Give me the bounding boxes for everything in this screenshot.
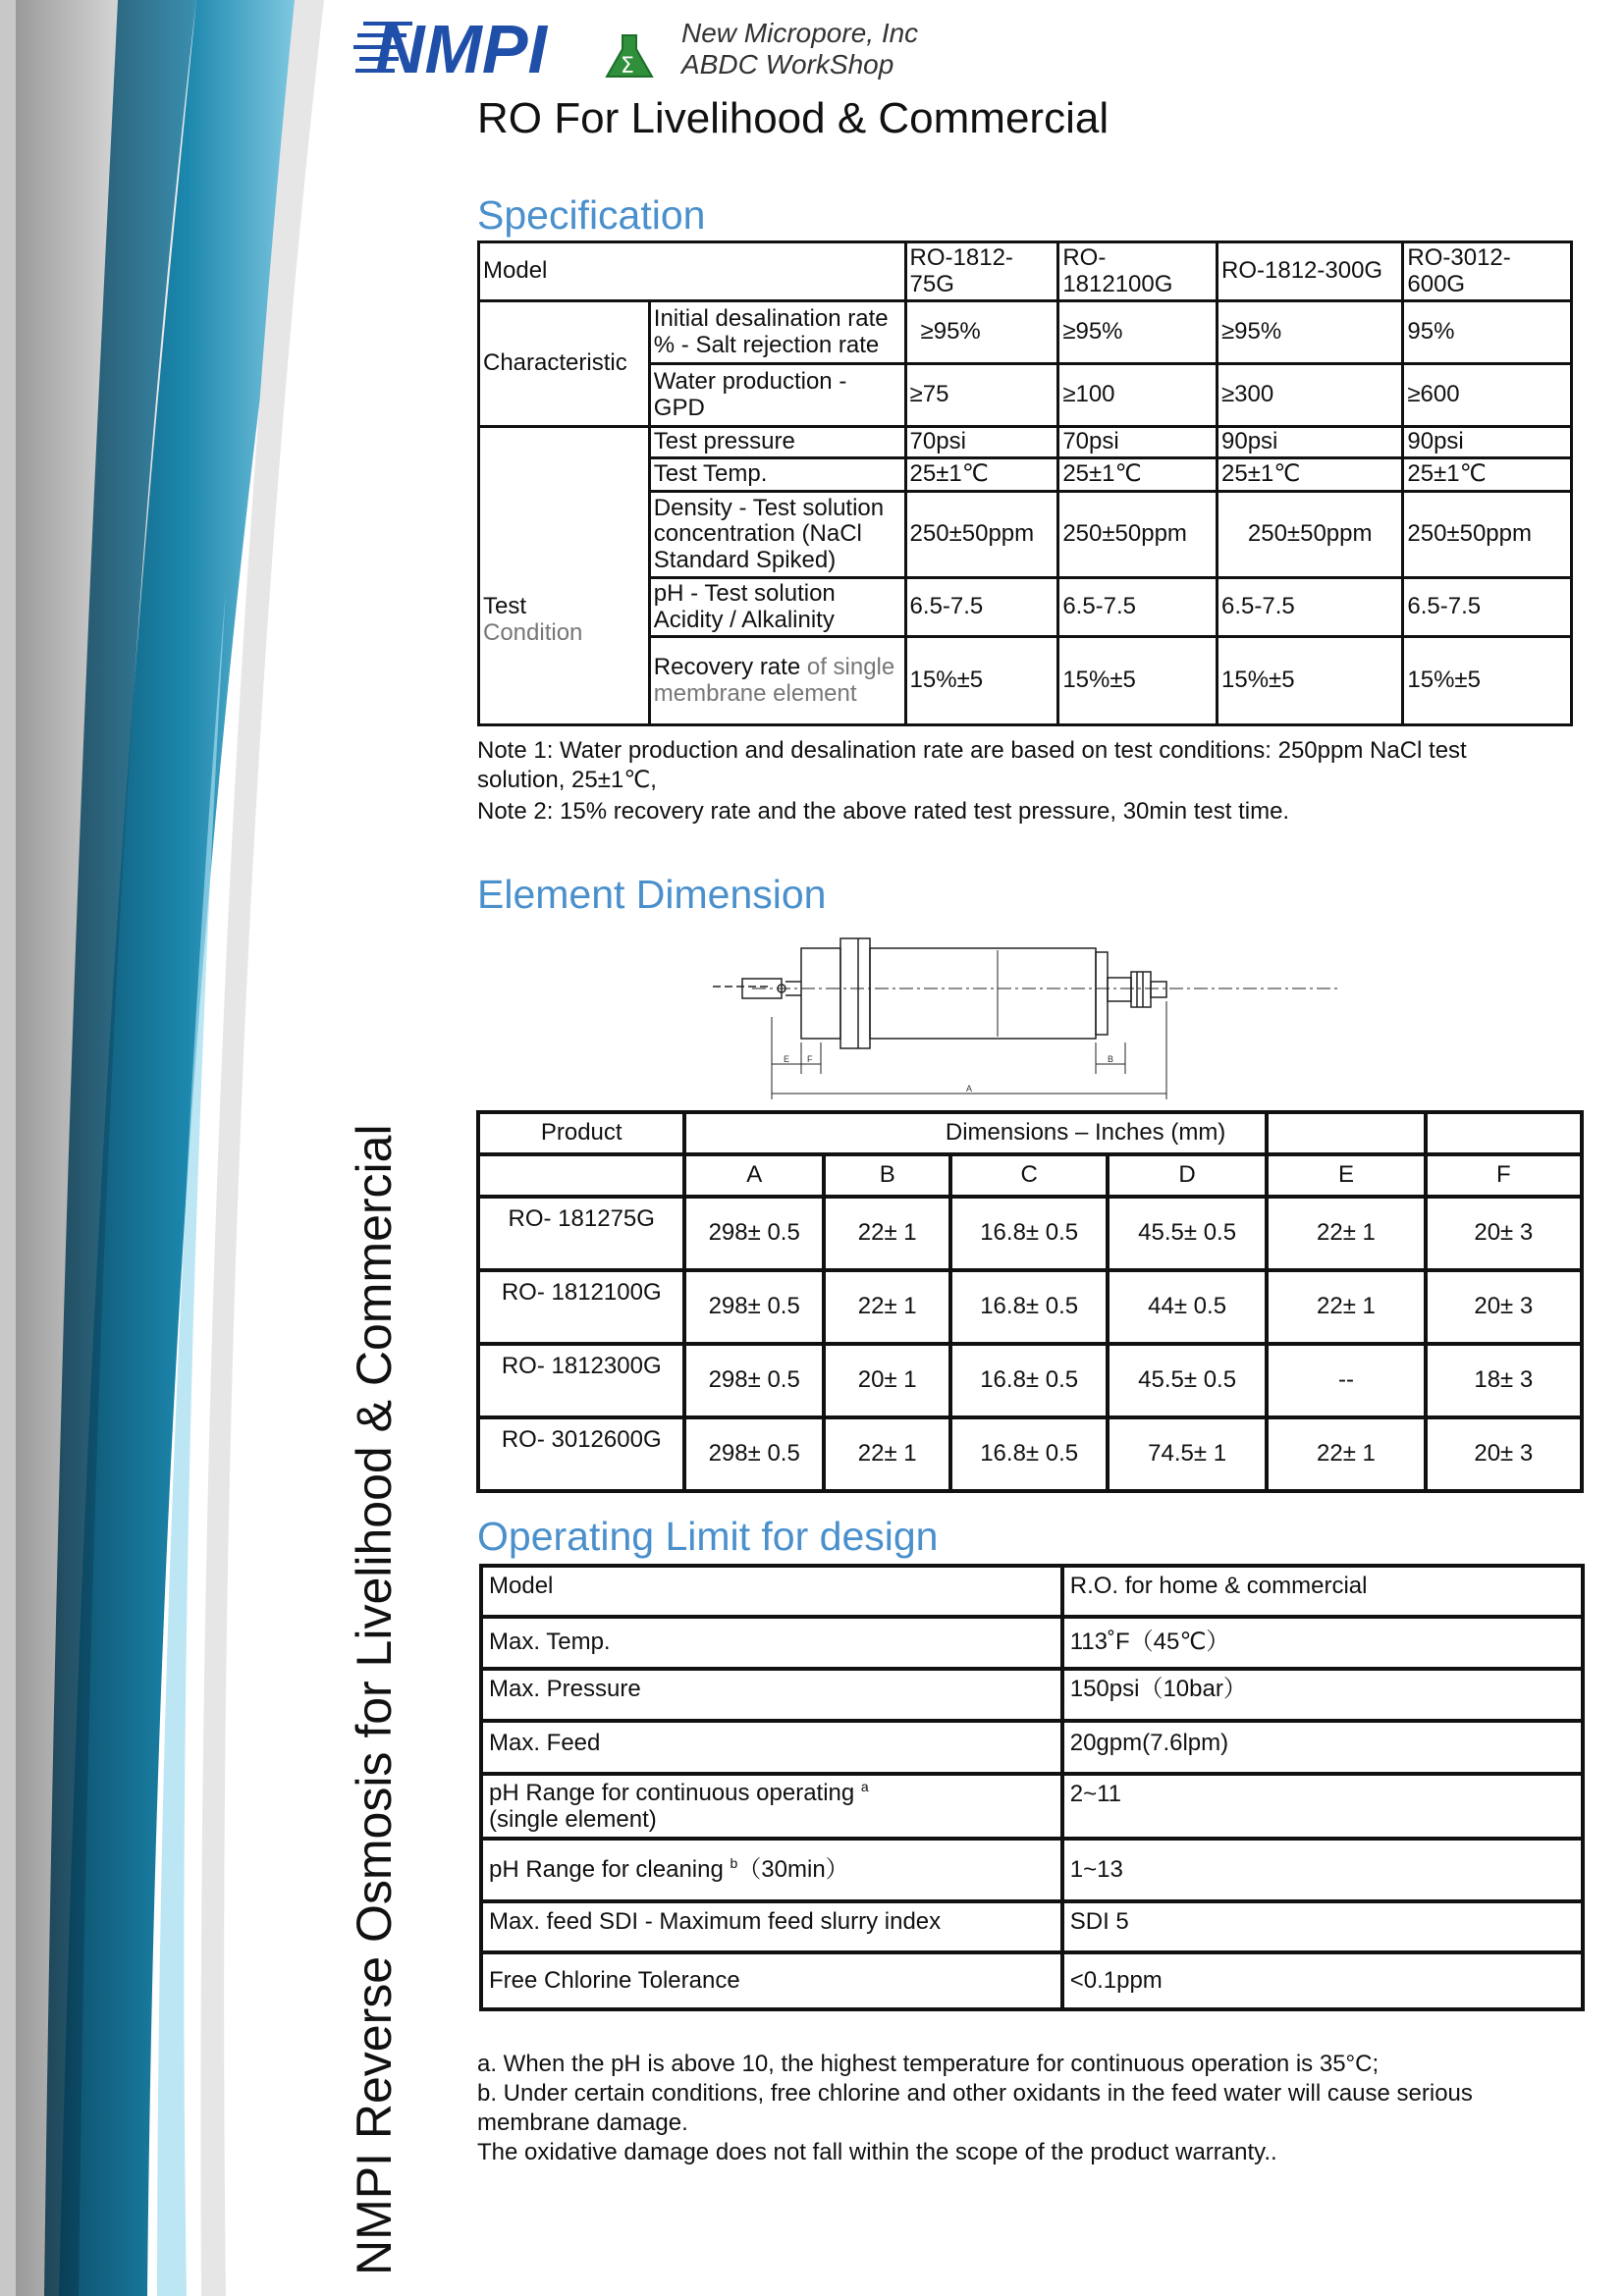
dim-value: 16.8± 0.5 xyxy=(950,1344,1107,1417)
table-row xyxy=(481,1669,1583,1721)
spec-value: 90psi xyxy=(1218,427,1403,458)
spec-row-label: Test Temp. xyxy=(649,458,905,492)
table-row xyxy=(481,1901,1583,1952)
svg-text:Σ: Σ xyxy=(621,54,634,79)
model-name: RO-1812-300G xyxy=(1218,242,1403,301)
density-label-b: Test solution concentration (NaCl Standard Spiked) xyxy=(653,494,885,573)
limit-label-text: (single element) xyxy=(489,1805,657,1833)
specification-title: Specification xyxy=(477,192,706,238)
dim-column-empty xyxy=(478,1154,684,1197)
spec-value: 250±50ppm xyxy=(905,492,1058,578)
footnote-marker: a xyxy=(860,1779,869,1795)
characteristic-label: Characteristic xyxy=(479,301,650,427)
table-row xyxy=(478,1344,1582,1417)
product-name: RO- 181275G xyxy=(478,1197,684,1270)
drawing-label-e: E xyxy=(784,1054,790,1064)
dim-header-empty xyxy=(1426,1112,1582,1154)
spec-row-label xyxy=(649,492,905,578)
spec-value: ≥75 xyxy=(905,364,1058,427)
specification-table xyxy=(477,240,1573,726)
limit-label: Max. feed SDI - Maximum feed slurry index xyxy=(481,1901,1062,1952)
table-row xyxy=(478,1197,1582,1270)
drawing-label-b: B xyxy=(1108,1054,1114,1064)
product-header: Product xyxy=(478,1112,684,1154)
footnote-b-continued: membrane damage. xyxy=(477,2109,688,2136)
limit-value: 20gpm(7.6lpm) xyxy=(1062,1721,1583,1774)
dim-value: 22± 1 xyxy=(1267,1197,1425,1270)
dim-value: 16.8± 0.5 xyxy=(950,1270,1107,1344)
dim-value: 22± 1 xyxy=(824,1270,951,1344)
limit-label xyxy=(481,1774,1062,1839)
dim-value: 45.5± 0.5 xyxy=(1108,1344,1267,1417)
spec-value: 15%±5 xyxy=(1058,637,1218,725)
dim-value: 22± 1 xyxy=(1267,1270,1425,1344)
spec-value: ≥100 xyxy=(1058,364,1218,427)
model-name: RO-1812-75G xyxy=(905,242,1058,301)
spec-value: ≥95% xyxy=(905,301,1058,364)
table-row xyxy=(481,1839,1583,1901)
spec-value: 15%±5 xyxy=(905,637,1058,725)
spec-value: 25±1℃ xyxy=(1058,458,1218,492)
limit-label: Max. Pressure xyxy=(481,1669,1062,1721)
spec-value: 250±50ppm xyxy=(1403,492,1572,578)
dim-value: 22± 1 xyxy=(1267,1417,1425,1491)
spec-value: 90psi xyxy=(1403,427,1572,458)
limit-label-text: pH Range for continuous operating xyxy=(489,1780,855,1807)
dim-value: 22± 1 xyxy=(824,1197,951,1270)
spec-row-model xyxy=(479,242,1572,301)
dim-value: 18± 3 xyxy=(1426,1344,1582,1417)
limit-value: SDI 5 xyxy=(1062,1901,1583,1952)
side-title: NMPI Reverse Osmosis for Livelihood & Commercial xyxy=(347,1124,402,2275)
recovery-label-a: Recovery rate xyxy=(653,654,807,681)
table-row xyxy=(481,1774,1583,1839)
footnote-a: a. When the pH is above 10, the highest temperature for continuous operation is 35°C; xyxy=(477,2051,1380,2077)
dim-column-f: F xyxy=(1426,1154,1582,1197)
svg-text:NMPI: NMPI xyxy=(375,11,547,80)
spec-value: 250±50ppm xyxy=(1058,492,1218,578)
spec-value: 6.5-7.5 xyxy=(1058,578,1218,637)
spec-note-2: Note 2: 15% recovery rate and the above rated test pressure, 30min test time. xyxy=(477,798,1290,825)
footnote-b: b. Under certain conditions, free chlorine and other oxidants in the feed water will cause serious xyxy=(477,2080,1473,2107)
dimension-table xyxy=(476,1110,1584,1493)
spec-value: ≥95% xyxy=(1058,301,1218,364)
recovery-label-b: of single membrane element xyxy=(653,654,895,707)
limit-value: 150psi（10bar） xyxy=(1062,1669,1583,1721)
company-workshop: ABDC WorkShop xyxy=(681,49,894,80)
spec-row-label xyxy=(649,578,905,637)
dim-column-b: B xyxy=(824,1154,951,1197)
product-name: RO- 3012600G xyxy=(478,1417,684,1491)
model-name: RO-3012-600G xyxy=(1403,242,1572,301)
limit-value: R.O. for home & commercial xyxy=(1062,1566,1583,1617)
spec-value: ≥600 xyxy=(1403,364,1572,427)
spec-value: 70psi xyxy=(1058,427,1218,458)
spec-note-1: Note 1: Water production and desalination rate are based on test conditions: 250ppm NaCl test xyxy=(477,737,1467,764)
dim-value: 45.5± 0.5 xyxy=(1108,1197,1267,1270)
model-name: RO-1812100G xyxy=(1058,242,1218,301)
spec-value: 25±1℃ xyxy=(1218,458,1403,492)
product-name: RO- 1812300G xyxy=(478,1344,684,1417)
limit-label xyxy=(481,1839,1062,1901)
element-dimension-title: Element Dimension xyxy=(477,872,827,917)
footnote-marker: b xyxy=(730,1855,738,1872)
table-row xyxy=(481,1952,1583,2009)
operating-limit-title: Operating Limit for design xyxy=(477,1514,939,1559)
dimensions-header: Dimensions – Inches (mm) xyxy=(684,1112,1267,1154)
model-label: Model xyxy=(479,242,906,301)
dim-value: 298± 0.5 xyxy=(684,1344,824,1417)
spec-row-label xyxy=(649,637,905,725)
dim-value: 20± 3 xyxy=(1426,1270,1582,1344)
test-condition-label-2: Condition xyxy=(483,618,583,646)
test-condition-label-1: Test xyxy=(483,593,527,620)
dim-column-d: D xyxy=(1108,1154,1267,1197)
dim-header-empty xyxy=(1267,1112,1425,1154)
dim-column-a: A xyxy=(684,1154,824,1197)
spec-value: 15%±5 xyxy=(1403,637,1572,725)
density-label-a: Density - xyxy=(653,494,753,521)
spec-row-test-pressure xyxy=(479,427,1572,458)
limit-value: 113˚F（45℃） xyxy=(1062,1617,1583,1669)
spec-note-1-continued: solution, 25±1℃, xyxy=(477,767,657,793)
drawing-label-a: A xyxy=(966,1084,973,1094)
dim-value: 16.8± 0.5 xyxy=(950,1197,1107,1270)
dim-column-row xyxy=(478,1154,1582,1197)
ph-label-b: Test solution Acidity / Alkalinity xyxy=(653,580,836,633)
spec-value: 25±1℃ xyxy=(905,458,1058,492)
table-row xyxy=(481,1721,1583,1774)
limit-value: <0.1ppm xyxy=(1062,1952,1583,2009)
spec-value: 25±1℃ xyxy=(1403,458,1572,492)
spec-row-label: Test pressure xyxy=(649,427,905,458)
spec-value: 6.5-7.5 xyxy=(1218,578,1403,637)
limit-value: 2~11 xyxy=(1062,1774,1583,1839)
dim-value: 20± 3 xyxy=(1426,1197,1582,1270)
dim-value: 22± 1 xyxy=(824,1417,951,1491)
flask-sigma-icon xyxy=(603,33,656,80)
spec-value: 250±50ppm xyxy=(1218,492,1403,578)
table-row xyxy=(481,1617,1583,1669)
dim-value: 20± 1 xyxy=(824,1344,951,1417)
spec-value: 6.5-7.5 xyxy=(1403,578,1572,637)
dim-value: 298± 0.5 xyxy=(684,1197,824,1270)
dim-value: 298± 0.5 xyxy=(684,1270,824,1344)
product-name: RO- 1812100G xyxy=(478,1270,684,1344)
spec-row-label: Water production - GPD xyxy=(649,364,905,427)
company-name: New Micropore, Inc xyxy=(681,18,919,48)
spec-value: ≥300 xyxy=(1218,364,1403,427)
limit-label-text: pH Range for cleaning xyxy=(489,1856,724,1884)
limit-label: Free Chlorine Tolerance xyxy=(481,1952,1062,2009)
spec-value: 15%±5 xyxy=(1218,637,1403,725)
spec-value: 6.5-7.5 xyxy=(905,578,1058,637)
limit-label: Max. Feed xyxy=(481,1721,1062,1774)
spec-row-label: Initial desalination rate % - Salt rejection rate xyxy=(649,301,905,364)
footnote-warranty: The oxidative damage does not fall within the scope of the product warranty.. xyxy=(477,2139,1277,2165)
dim-value: 74.5± 1 xyxy=(1108,1417,1267,1491)
dim-value: 20± 3 xyxy=(1426,1417,1582,1491)
dim-value: -- xyxy=(1267,1344,1425,1417)
drawing-label-f: F xyxy=(807,1054,813,1064)
dim-column-e: E xyxy=(1267,1154,1425,1197)
table-row xyxy=(478,1270,1582,1344)
table-row xyxy=(481,1566,1583,1617)
dim-column-c: C xyxy=(950,1154,1107,1197)
document-title: RO For Livelihood & Commercial xyxy=(477,94,1110,142)
membrane-element-drawing xyxy=(713,927,1361,1099)
limit-label: Model xyxy=(481,1566,1062,1617)
decorative-swoosh xyxy=(0,0,324,2296)
ph-label-a: pH - xyxy=(653,580,705,608)
limit-label-suffix: （30min） xyxy=(737,1856,849,1884)
dim-value: 298± 0.5 xyxy=(684,1417,824,1491)
spec-value: 70psi xyxy=(905,427,1058,458)
nmpi-logo xyxy=(353,8,597,80)
dim-value: 16.8± 0.5 xyxy=(950,1417,1107,1491)
test-condition-label xyxy=(479,427,650,725)
spec-value: 95% xyxy=(1403,301,1572,364)
dim-value: 44± 0.5 xyxy=(1108,1270,1267,1344)
dim-header-row xyxy=(478,1112,1582,1154)
limit-label: Max. Temp. xyxy=(481,1617,1062,1669)
operating-limit-table xyxy=(479,1564,1585,2011)
table-row xyxy=(478,1417,1582,1491)
spec-value: ≥95% xyxy=(1218,301,1403,364)
limit-value: 1~13 xyxy=(1062,1839,1583,1901)
spec-row-desalination xyxy=(479,301,1572,364)
